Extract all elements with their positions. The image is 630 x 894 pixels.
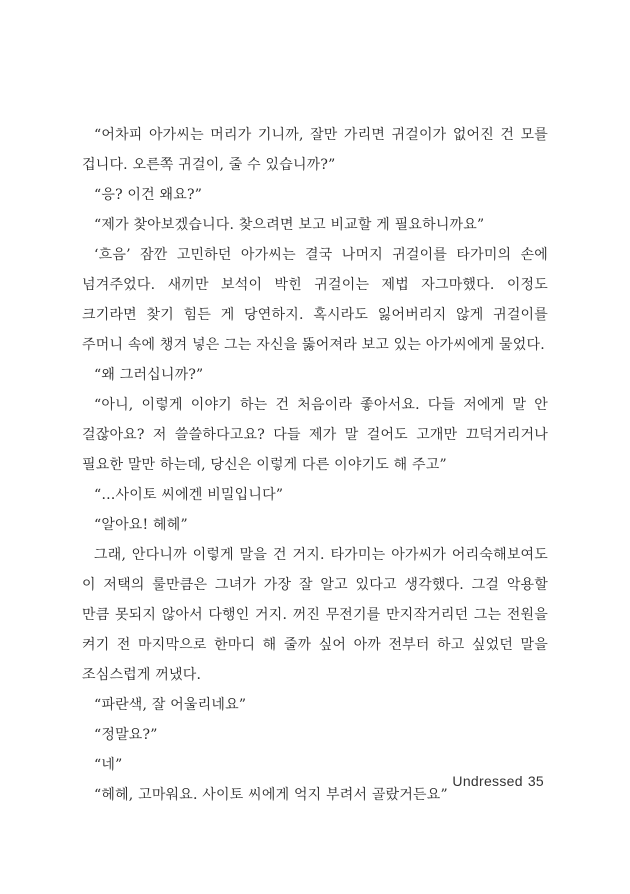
paragraph: “파란색, 잘 어울리네요” [94, 697, 247, 713]
paragraph: “제가 찾아보겠습니다. 찾으려면 보고 비교할 게 필요하니까요” [94, 217, 485, 233]
paragraph: “네” [94, 757, 123, 773]
paragraph: “응? 이건 왜요?” [94, 187, 203, 203]
paragraph: 그래, 안다니까 이렇게 말을 건 거지. 타가미는 아가씨가 어리숙해보여도 이 저택의 룰만큼은 그녀가 가장 잘 알고 있다고 생각했다. 그걸 악용할 만큼 못되지 않아서 다행인 거지. 꺼진 무전기를 만지작거리던 그는 전원을 켜기 전 마지막으로 한마디 해 줄까 싶어 아까 전부터 하고 싶었던 말을 조심스럽게 꺼냈다. [82, 547, 548, 683]
page-footer [452, 773, 544, 789]
paragraph: “헤헤, 고마워요. 사이토 씨에게 억지 부려서 골랐거든요” [94, 787, 448, 803]
paragraph: “어차피 아가씨는 머리가 기니까, 잘만 가리면 귀걸이가 없어진 건 모를 겁니다. 오른쪽 귀걸이, 줄 수 있습니까?” [82, 127, 548, 173]
body-text [82, 120, 548, 810]
book-title: Undressed [452, 773, 523, 789]
paragraph: “정말요?” [94, 727, 158, 743]
paragraph: “알아요! 헤헤” [94, 517, 188, 533]
paragraph: “왜 그러십니까?” [94, 367, 204, 383]
paragraph: “아니, 이렇게 이야기 하는 건 처음이라 좋아서요. 다들 저에게 말 안 걸잖아요? 저 쓸쓸하다고요? 다들 제가 말 걸어도 고개만 끄덕거리거나 필요한 말만 하는데, 당신은 이렇게 다른 이야기도 해 주고” [82, 397, 548, 473]
paragraph: “…사이토 씨에겐 비밀입니다” [94, 487, 284, 503]
page-number: 35 [527, 773, 544, 789]
paragraph: ‘흐음’ 잠깐 고민하던 아가씨는 결국 나머지 귀걸이를 타가미의 손에 넘겨주었다. 새끼만 보석이 박힌 귀걸이는 제법 자그마했다. 이정도 크기라면 찾기 힘든 게 당연하지. 혹시라도 잃어버리지 않게 귀걸이를 주머니 속에 챙겨 넣은 그는 자신을 뚫어져라 보고 있는 아가씨에게 물었다. [82, 247, 548, 353]
